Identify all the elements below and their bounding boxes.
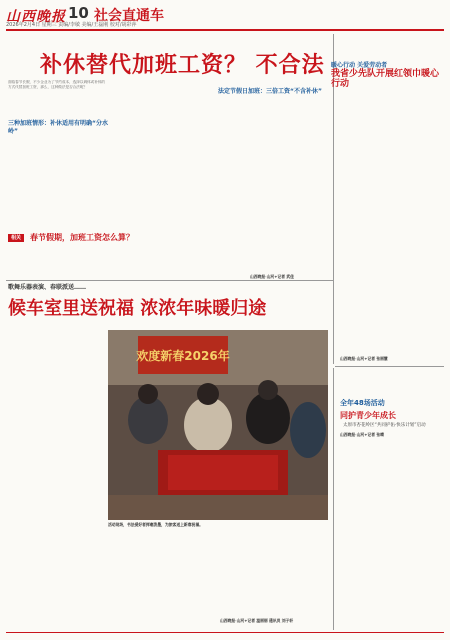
section-title: 社会直通车	[94, 8, 164, 24]
section-divider	[6, 280, 333, 281]
page-number: 10	[68, 4, 89, 22]
sidebar-body	[338, 104, 444, 356]
newspaper-logo: 山西晚报	[6, 9, 66, 25]
story3-headline: 同护青少年成长	[340, 411, 396, 420]
masthead-rule	[6, 29, 444, 31]
masthead	[6, 4, 444, 30]
story2-body-right	[220, 534, 328, 616]
lead-body-left	[8, 140, 108, 235]
lead-intro: 面临春节长假，不少企业为了节约成本，选择以调休或补休的方式代替加班工资，那么，这种做法是否合法呢？	[8, 80, 106, 89]
story2-headline: 候车室里送祝福 浓浓年味暖归途	[8, 298, 267, 319]
story3-body	[338, 440, 444, 628]
sidebar-byline: 山西晚报·山河+记者 张丽慧	[340, 356, 388, 361]
lead-headline: 补休替代加班工资？ 不合法	[40, 53, 325, 78]
lead-subhead-2: 三种加班情形：补休适用有明确“分水岭”	[8, 120, 108, 135]
lead-body-right	[218, 108, 328, 238]
sidebar-header	[331, 62, 444, 102]
photo-caption: 活动现场，书法爱好者挥毫泼墨，为旅客送上新春祝福。	[108, 522, 203, 527]
photo-illustration	[108, 330, 328, 520]
related-headline: 春节假期，加班工资怎么算？	[30, 233, 134, 242]
story3-subline: 太原市杏花岭区“共同护佑·快乐计划”启动	[343, 423, 426, 428]
story3-byline: 山西晚报·山河+记者 张晴	[340, 432, 384, 437]
bottom-rule	[6, 632, 444, 633]
related-body	[8, 246, 328, 274]
story2-body-left	[8, 320, 104, 628]
photo-banner-text: 欢度新春2026年	[136, 349, 230, 363]
story2-body-center	[108, 534, 216, 628]
column-divider-lower	[333, 368, 334, 630]
story2-kicker: 歌舞乐器表演、春联派送……	[8, 284, 87, 291]
story2-byline: 山西晚报·山河+记者 温丽丽 通讯员 刘子轩	[220, 618, 294, 623]
story3-kicker: 全年48场活动	[340, 399, 385, 407]
lead-body-center	[113, 80, 213, 235]
news-photo	[108, 330, 328, 520]
related-tag: 相关	[8, 234, 24, 242]
sidebar-headline: 我省少先队开展红领巾暖心行动	[331, 69, 440, 89]
sidebar-kicker: 暖心行动 关爱劳动者	[331, 62, 388, 69]
dateline: 2026年2月4日 星期三 责编/李敏 美编/王磊刚 校对/胡彩萍	[6, 22, 137, 28]
lead-subhead-1: 法定节假日加班：三倍工资“不含补休”	[218, 88, 322, 95]
sidebar-divider	[335, 366, 444, 367]
related-byline: 山西晚报·山河+记者 武佳	[250, 274, 294, 279]
